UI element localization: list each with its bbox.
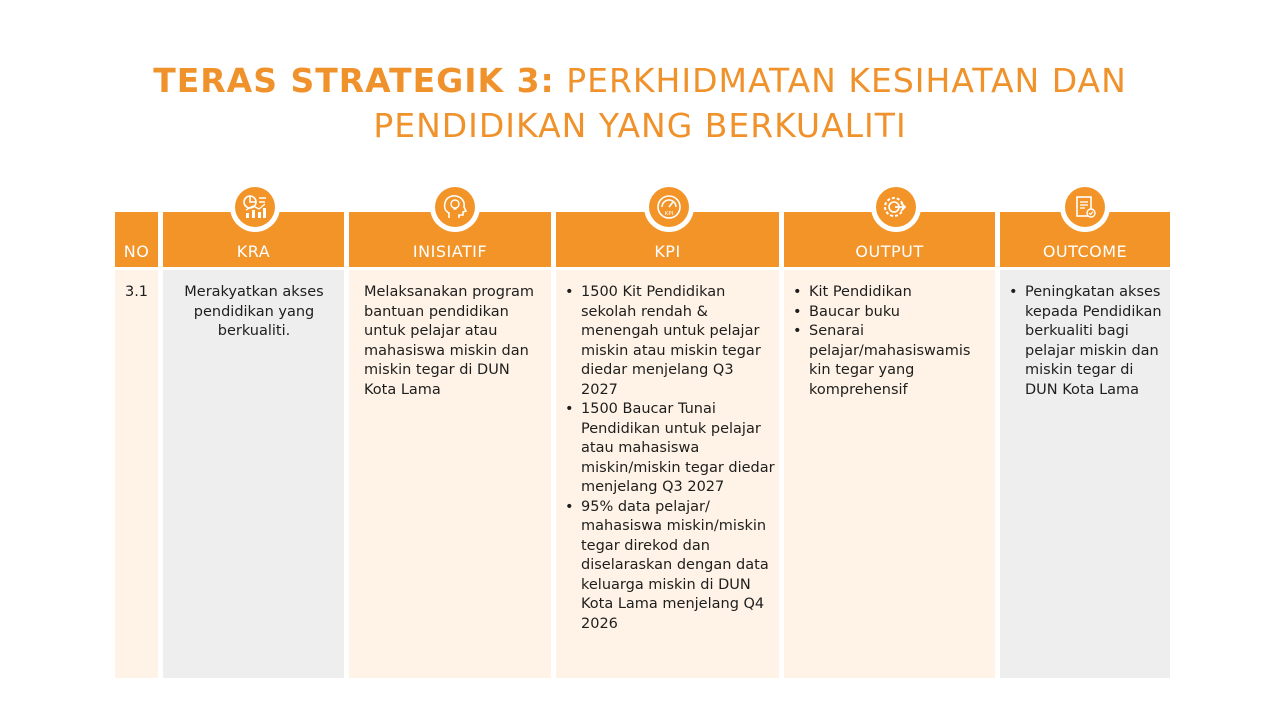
outcome-item: • Peningkatan akses kepada Pendidikan berkualiti bagi pelajar miskin dan miskin tegar di DUN Kota Lama [1007, 283, 1165, 400]
head-lightbulb-icon [441, 193, 469, 221]
title-line-1 [0, 58, 1280, 103]
inisiatif-badge [430, 182, 480, 232]
header-kpi-label: KPI [654, 242, 681, 261]
title-line-2: PENDIDIKAN YANG BERKUALITI [373, 106, 907, 145]
row-kra: Merakyatkan akses pendidikan yang berkualiti. [184, 284, 324, 339]
title-rest: PERKHIDMATAN KESIHATAN DAN [554, 61, 1127, 100]
kra-badge [230, 182, 280, 232]
header-output-label: OUTPUT [855, 242, 924, 261]
row-output [791, 283, 988, 400]
gear-arrow-icon [882, 193, 910, 221]
output-item: • Baucar buku [791, 303, 988, 323]
kpi-badge [644, 182, 694, 232]
kpi-item: • 95% data pelajar/ mahasiswa miskin/miskin tegar direkod dan diselaraskan dengan data keluarga miskin di DUN Kota Lama menjelang Q4 2026 [563, 498, 775, 635]
row-outcome [1007, 283, 1165, 400]
header-inisiatif-label: INISIATIF [412, 242, 488, 261]
report-document-icon [1071, 193, 1099, 221]
title-bold: TERAS STRATEGIK 3: [153, 61, 555, 100]
header-outcome-label: OUTCOME [1042, 242, 1128, 261]
header-no [115, 212, 158, 267]
kpi-item: • 1500 Kit Pendidikan sekolah rendah & menengah untuk pelajar miskin atau miskin tegar diedar menjelang Q3 2027 [563, 283, 775, 400]
chart-analytics-icon [241, 193, 269, 221]
svg-text:KPI: KPI [664, 211, 674, 217]
row-inisiatif: Melaksanakan program bantuan pendidikan untuk pelajar atau mahasiswa miskin dan miskin tegar di DUN Kota Lama [364, 284, 534, 398]
kpi-item: • 1500 Baucar Tunai Pendidikan untuk pelajar atau mahasiswa miskin/miskin tegar diedar menjelang Q3 2027 [563, 400, 775, 498]
header-kra-label: KRA [236, 242, 271, 261]
kpi-gauge-icon [655, 193, 683, 221]
page-title [0, 58, 1280, 148]
row-no: 3.1 [124, 284, 149, 300]
output-item: • Senarai pelajar/mahasiswamis kin tegar yang komprehensif [791, 322, 988, 400]
no-cell-bg [115, 270, 158, 678]
outcome-badge [1060, 182, 1110, 232]
output-badge [871, 182, 921, 232]
output-item: • Kit Pendidikan [791, 283, 988, 303]
row-kpi [563, 283, 775, 634]
header-no-label: NO [123, 242, 150, 261]
